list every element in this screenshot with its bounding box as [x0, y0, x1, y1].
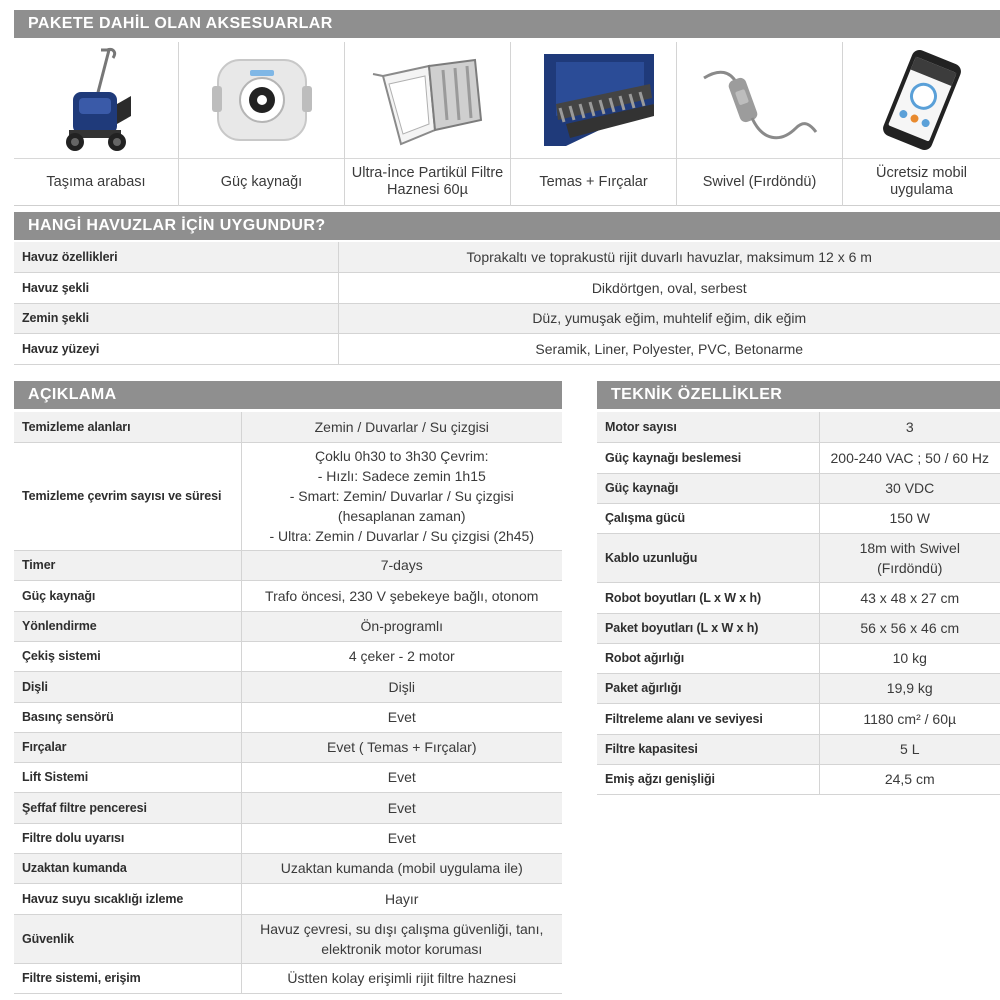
pools-table [14, 242, 1000, 365]
row-value: Evet [241, 762, 562, 792]
row-value: Düz, yumuşak eğim, muhtelif eğim, dik eğim [338, 303, 1000, 333]
row-value [819, 533, 1000, 582]
row-key: Kablo uzunluğu [597, 533, 819, 582]
row-key: Filtre sistemi, erişim [14, 963, 241, 993]
accessory-swivel [677, 42, 843, 206]
row-key: Uzaktan kumanda [14, 853, 241, 883]
row-value: Toprakaltı ve toprakustü rijit duvarlı havuzlar, maksimum 12 x 6 m [338, 242, 1000, 272]
table-row [14, 242, 1000, 272]
row-value: 1180 cm² / 60µ [819, 703, 1000, 734]
row-key: Temizleme alanları [14, 412, 241, 442]
table-row [14, 823, 562, 853]
row-value: Ön-programlı [241, 611, 562, 641]
filter-basket-icon [363, 48, 493, 152]
row-key: Güç kaynağı [14, 580, 241, 611]
table-row [14, 963, 562, 993]
specs-header: TEKNİK ÖZELLİKLER [597, 381, 1000, 409]
description-table [14, 412, 562, 994]
row-key: Emiş ağzı genişliği [597, 764, 819, 794]
row-key: Basınç sensörü [14, 702, 241, 732]
row-value: 200-240 VAC ; 50 / 60 Hz [819, 442, 1000, 473]
row-value: Dişli [241, 671, 562, 702]
row-key: Havuz yüzeyi [14, 333, 338, 364]
accessory-power-supply [179, 42, 345, 206]
row-key: Paket boyutları (L x W x h) [597, 613, 819, 643]
accessories-grid [14, 42, 1000, 206]
row-value: Üstten kolay erişimli rijit filtre haznesi [241, 963, 562, 993]
smartphone-app-icon [862, 48, 982, 152]
table-row [597, 734, 1000, 764]
row-key: Güvenlik [14, 914, 241, 963]
row-value [241, 914, 562, 963]
row-key: Filtreleme alanı ve seviyesi [597, 703, 819, 734]
accessory-mobile-app [843, 42, 1000, 206]
value-line: - Ultra: Zemin / Duvarlar / Su çizgisi (2h45) [269, 528, 535, 544]
table-row [597, 673, 1000, 703]
table-row [597, 613, 1000, 643]
row-key: Zemin şekli [14, 303, 338, 333]
row-key: Havuz özellikleri [14, 242, 338, 272]
row-value: Evet [241, 702, 562, 732]
brushes-icon [526, 46, 662, 154]
value-line: elektronik motor koruması [321, 940, 483, 957]
table-row [14, 671, 562, 702]
row-key: Havuz suyu sıcaklığı izleme [14, 883, 241, 914]
row-value: Evet ( Temas + Fırçalar) [241, 732, 562, 762]
value-line: (hesaplanan zaman) [337, 508, 466, 524]
table-row [14, 914, 562, 963]
table-row [14, 550, 562, 580]
row-key: Temizleme çevrim sayısı ve süresi [14, 442, 241, 550]
value-line: Havuz çevresi, su dışı çalışma güvenliği, tanı, [260, 920, 544, 937]
row-value: 150 W [819, 503, 1000, 533]
value-line: (Fırdöndü) [877, 559, 943, 576]
row-key: Çalışma gücü [597, 503, 819, 533]
row-value: 30 VDC [819, 473, 1000, 503]
table-row [597, 764, 1000, 794]
description-header: AÇIKLAMA [14, 381, 562, 409]
row-key: Robot ağırlığı [597, 643, 819, 673]
table-row [14, 333, 1000, 364]
row-value: 43 x 48 x 27 cm [819, 582, 1000, 613]
row-value: 24,5 cm [819, 764, 1000, 794]
row-value: Seramik, Liner, Polyester, PVC, Betonarme [338, 333, 1000, 364]
table-row [14, 611, 562, 641]
row-key: Lift Sistemi [14, 762, 241, 792]
row-key: Güç kaynağı beslemesi [597, 442, 819, 473]
table-row [597, 703, 1000, 734]
row-value: Evet [241, 792, 562, 823]
table-row [14, 303, 1000, 333]
table-row [597, 533, 1000, 582]
row-key: Robot boyutları (L x W x h) [597, 582, 819, 613]
pools-header: HANGİ HAVUZLAR İÇİN UYGUNDUR? [14, 212, 1000, 240]
accessory-trolley [14, 42, 179, 206]
row-value: 10 kg [819, 643, 1000, 673]
row-key: Dişli [14, 671, 241, 702]
power-supply-icon [212, 50, 312, 150]
row-key: Filtre dolu uyarısı [14, 823, 241, 853]
row-value: Trafo öncesi, 230 V şebekeye bağlı, otonom [241, 580, 562, 611]
accessory-label: Taşıma arabası [46, 173, 146, 190]
value-line: 18m with Swivel [859, 539, 960, 556]
row-value: 7-days [241, 550, 562, 580]
row-value: 19,9 kg [819, 673, 1000, 703]
table-row [14, 272, 1000, 303]
row-key: Güç kaynağı [597, 473, 819, 503]
table-row [597, 473, 1000, 503]
row-value [241, 442, 562, 550]
table-row [14, 580, 562, 611]
row-key: Yönlendirme [14, 611, 241, 641]
table-row [14, 853, 562, 883]
table-row [597, 412, 1000, 442]
table-row [14, 792, 562, 823]
table-row [14, 762, 562, 792]
row-key: Timer [14, 550, 241, 580]
row-key: Fırçalar [14, 732, 241, 762]
table-row [597, 643, 1000, 673]
table-row [14, 883, 562, 914]
row-value: 56 x 56 x 46 cm [819, 613, 1000, 643]
accessory-label: Ücretsiz mobil uygulama [875, 165, 968, 198]
accessory-label: Güç kaynağı [220, 173, 303, 190]
table-row [597, 582, 1000, 613]
accessory-filter-basket [345, 42, 511, 206]
table-row [14, 732, 562, 762]
row-key: Filtre kapasitesi [597, 734, 819, 764]
table-row [14, 702, 562, 732]
value-line: Çoklu 0h30 to 3h30 Çevrim: [314, 448, 489, 464]
row-value: Uzaktan kumanda (mobil uygulama ile) [241, 853, 562, 883]
row-key: Paket ağırlığı [597, 673, 819, 703]
accessory-label: Ultra-İnce Partikül Filtre Haznesi 60µ [351, 165, 504, 198]
table-row [597, 442, 1000, 473]
row-value: Zemin / Duvarlar / Su çizgisi [241, 412, 562, 442]
value-line: - Smart: Zemin/ Duvarlar / Su çizgisi [289, 488, 514, 504]
table-row [14, 641, 562, 671]
table-row [597, 503, 1000, 533]
table-row [14, 412, 562, 442]
accessory-label: Temas + Fırçalar [539, 173, 648, 190]
row-value: Dikdörtgen, oval, serbest [338, 272, 1000, 303]
specs-table [597, 412, 1000, 795]
accessory-label: Swivel (Fırdöndü) [702, 173, 817, 190]
row-key: Havuz şekli [14, 272, 338, 303]
row-key: Çekiş sistemi [14, 641, 241, 671]
row-key: Motor sayısı [597, 412, 819, 442]
table-row [14, 442, 562, 550]
row-value: 4 çeker - 2 motor [241, 641, 562, 671]
trolley-icon [51, 44, 141, 156]
row-value: Hayır [241, 883, 562, 914]
accessory-brushes [511, 42, 677, 206]
row-key: Şeffaf filtre penceresi [14, 792, 241, 823]
row-value: 3 [819, 412, 1000, 442]
swivel-cable-icon [700, 48, 820, 152]
row-value: 5 L [819, 734, 1000, 764]
row-value: Evet [241, 823, 562, 853]
value-line: - Hızlı: Sadece zemin 1h15 [317, 468, 486, 484]
accessories-header: PAKETE DAHİL OLAN AKSESUARLAR [14, 10, 1000, 38]
